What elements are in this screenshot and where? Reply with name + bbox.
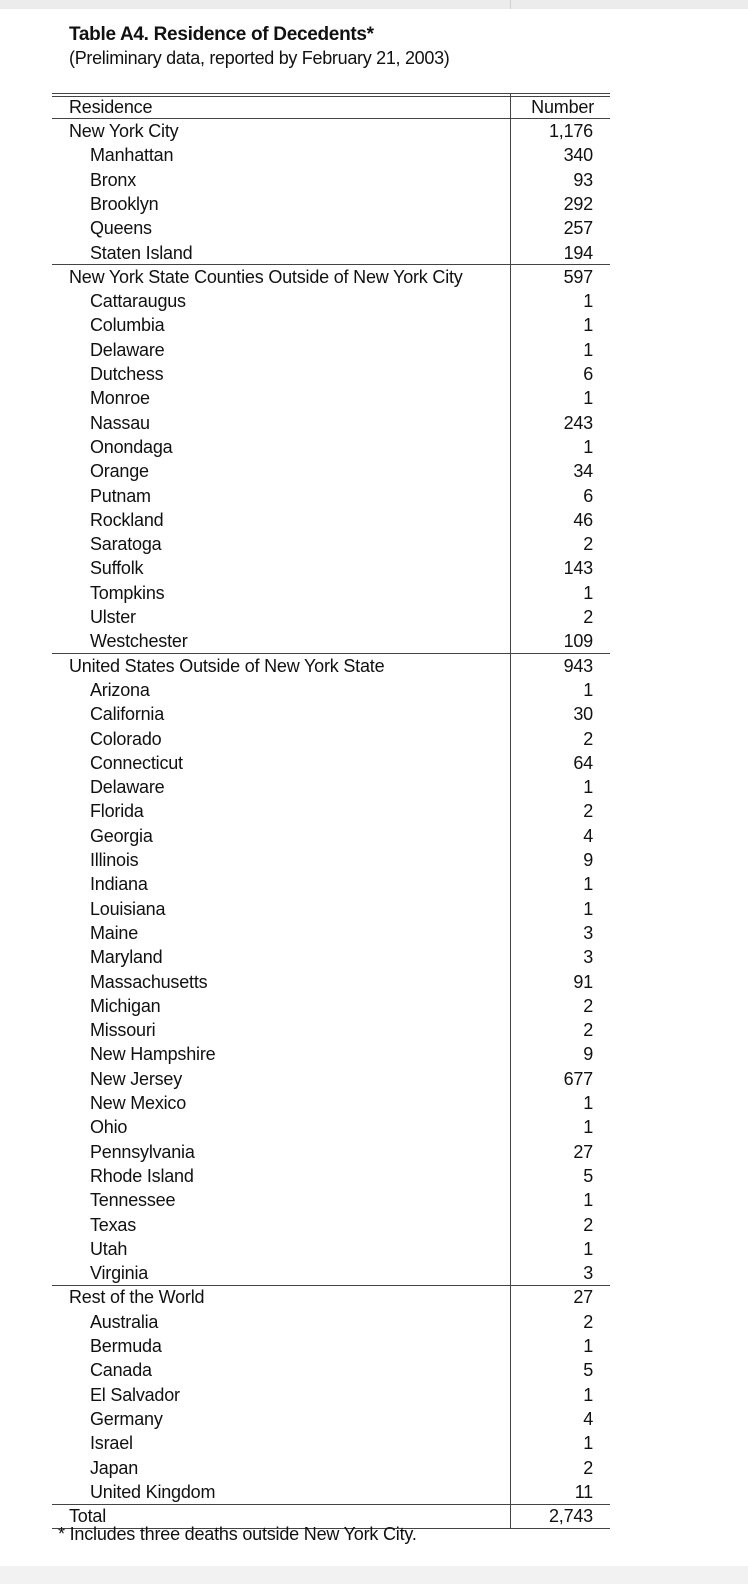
decedent-count: 91 xyxy=(573,971,593,992)
decedent-count: 677 xyxy=(563,1068,593,1089)
table-row xyxy=(52,678,610,702)
residence-label: Michigan xyxy=(90,995,161,1016)
residence-label: Louisiana xyxy=(90,898,166,919)
table-row xyxy=(52,1140,610,1164)
decedent-count: 9 xyxy=(583,1044,593,1065)
table-row xyxy=(52,1018,610,1042)
column-divider xyxy=(510,93,511,1528)
residence-label: Saratoga xyxy=(90,534,162,555)
residence-label: New Jersey xyxy=(90,1068,183,1089)
table-row xyxy=(52,897,610,921)
residence-label: Maryland xyxy=(90,947,163,968)
decedent-count: 2 xyxy=(583,1020,593,1041)
residence-label: Tennessee xyxy=(90,1190,176,1211)
table-row xyxy=(52,921,610,945)
residence-label: Indiana xyxy=(90,874,148,895)
decedent-count: 27 xyxy=(573,1287,593,1308)
table-row xyxy=(52,192,610,216)
table-row xyxy=(52,508,610,532)
table-row xyxy=(52,313,610,337)
decedent-count: 6 xyxy=(583,485,593,506)
residence-label: Illinois xyxy=(90,850,139,870)
decedent-count: 143 xyxy=(563,558,593,579)
decedent-count: 3 xyxy=(583,922,593,943)
residence-label: Rhode Island xyxy=(90,1165,194,1186)
table-row xyxy=(52,241,610,265)
decedent-count: 9 xyxy=(583,850,593,870)
decedent-count: 2 xyxy=(583,607,593,627)
decedent-count: 1 xyxy=(583,388,593,409)
decedent-count: 1 xyxy=(583,874,593,895)
residence-label: United Kingdom xyxy=(90,1481,216,1502)
table-row xyxy=(52,702,610,726)
residence-label: Arizona xyxy=(90,679,150,700)
table-row xyxy=(52,1115,610,1139)
residence-label: Delaware xyxy=(90,777,165,798)
residence-label: New York State Counties Outside of New York City xyxy=(69,266,463,287)
table-row xyxy=(52,532,610,556)
residence-label: Nassau xyxy=(90,412,150,433)
decedent-count: 4 xyxy=(583,1408,593,1429)
decedent-count: 1 xyxy=(583,1117,593,1138)
table-row xyxy=(52,1042,610,1066)
decedent-count: 34 xyxy=(573,461,593,482)
decedent-count: 243 xyxy=(563,412,593,433)
table-subtitle: (Preliminary data, reported by February 21, 2003) xyxy=(69,48,450,68)
decedent-count: 27 xyxy=(573,1141,593,1162)
residence-label: New Mexico xyxy=(90,1093,187,1113)
residence-label: Manhattan xyxy=(90,145,174,166)
residence-label: Brooklyn xyxy=(90,193,159,214)
decedent-count: 1 xyxy=(583,1336,593,1356)
decedent-count: 4 xyxy=(583,825,593,846)
residence-label: Cattaraugus xyxy=(90,291,186,312)
decedent-count: 340 xyxy=(563,145,593,166)
decedent-count: 1 xyxy=(583,291,593,312)
decedent-count: 597 xyxy=(563,266,593,287)
residence-label: El Salvador xyxy=(90,1384,180,1405)
table-group-row xyxy=(52,1285,610,1309)
decedent-count: 194 xyxy=(563,242,593,263)
table-row xyxy=(52,872,610,896)
decedent-count: 2 xyxy=(583,1457,593,1478)
decedent-count: 2,743 xyxy=(548,1506,593,1527)
footnote: * Includes three deaths outside New York City. xyxy=(58,1524,417,1544)
section-rule xyxy=(52,653,610,654)
table-row xyxy=(52,1261,610,1285)
column-header-number: Number xyxy=(531,97,594,117)
table-header-row xyxy=(52,95,610,119)
table-row xyxy=(52,362,610,386)
decedent-count: 943 xyxy=(563,655,593,676)
decedent-count: 64 xyxy=(573,752,593,773)
decedent-count: 1 xyxy=(583,1238,593,1259)
table-row xyxy=(52,1237,610,1261)
table-row xyxy=(52,435,610,459)
table-row xyxy=(52,1334,610,1358)
table-row xyxy=(52,581,610,605)
residence-label: Ulster xyxy=(90,607,136,627)
table-row xyxy=(52,289,610,313)
decedent-count: 1,176 xyxy=(548,121,593,141)
residence-label: Maine xyxy=(90,922,139,943)
table-row xyxy=(52,556,610,580)
table-row xyxy=(52,143,610,167)
residence-label: New York City xyxy=(69,121,179,141)
residence-label: Dutchess xyxy=(90,364,164,384)
decedent-count: 2 xyxy=(583,995,593,1016)
decedent-count: 257 xyxy=(563,218,593,239)
table-row xyxy=(52,848,610,872)
residence-label: Utah xyxy=(90,1238,128,1259)
decedent-count: 1 xyxy=(583,1433,593,1454)
decedent-count: 1 xyxy=(583,1190,593,1211)
section-rule xyxy=(52,1285,610,1286)
residence-label: Missouri xyxy=(90,1020,156,1041)
residence-label: Rockland xyxy=(90,509,164,530)
residence-label: Rest of the World xyxy=(69,1287,205,1308)
table-row xyxy=(52,775,610,799)
decedent-count: 1 xyxy=(583,436,593,457)
top-rule xyxy=(52,93,610,94)
decedent-count: 2 xyxy=(583,728,593,749)
table-row xyxy=(52,945,610,969)
residence-label: Canada xyxy=(90,1360,152,1381)
decedent-count: 3 xyxy=(583,947,593,968)
section-rule xyxy=(52,118,610,119)
decedent-count: 2 xyxy=(583,1311,593,1332)
decedent-count: 1 xyxy=(583,777,593,798)
residence-label: Onondaga xyxy=(90,436,173,457)
residence-label: Staten Island xyxy=(90,242,193,263)
decedent-count: 30 xyxy=(573,704,593,725)
table-row xyxy=(52,727,610,751)
table-group-row xyxy=(52,119,610,143)
section-rule xyxy=(52,1504,610,1505)
residence-label: Orange xyxy=(90,461,149,482)
residence-label: Pennsylvania xyxy=(90,1141,195,1162)
residence-label: Virginia xyxy=(90,1263,149,1284)
section-rule xyxy=(52,264,610,265)
residence-label: Bermuda xyxy=(90,1336,162,1356)
table-row xyxy=(52,1164,610,1188)
residence-label: Germany xyxy=(90,1408,163,1429)
table-row xyxy=(52,1310,610,1334)
residence-label: Suffolk xyxy=(90,558,144,579)
table-row xyxy=(52,629,610,653)
decedent-count: 1 xyxy=(583,898,593,919)
decedent-count: 2 xyxy=(583,534,593,555)
table-row xyxy=(52,994,610,1018)
decedent-count: 1 xyxy=(583,1093,593,1113)
decedent-count: 1 xyxy=(583,339,593,360)
table-group-row xyxy=(52,265,610,289)
table-row xyxy=(52,799,610,823)
top-strip-divider xyxy=(510,0,511,9)
decedent-count: 1 xyxy=(583,582,593,603)
table-row xyxy=(52,1407,610,1431)
residence-label: Connecticut xyxy=(90,752,183,773)
residence-label: Georgia xyxy=(90,825,153,846)
residence-label: California xyxy=(90,704,165,725)
window-top-strip xyxy=(0,0,748,9)
table-row xyxy=(52,1431,610,1455)
table-row xyxy=(52,1067,610,1091)
table-row xyxy=(52,459,610,483)
decedent-count: 5 xyxy=(583,1165,593,1186)
table-group-row xyxy=(52,654,610,678)
table-row xyxy=(52,484,610,508)
residence-label: Total xyxy=(69,1506,107,1527)
residence-label: Westchester xyxy=(90,631,188,652)
table-row xyxy=(52,1358,610,1382)
decedent-count: 1 xyxy=(583,315,593,336)
table-row xyxy=(52,1480,610,1504)
residence-label: New Hampshire xyxy=(90,1044,216,1065)
residence-label: Putnam xyxy=(90,485,151,506)
decedent-count: 1 xyxy=(583,679,593,700)
residence-label: Delaware xyxy=(90,339,165,360)
window-bottom-strip xyxy=(0,1566,748,1584)
table-row xyxy=(52,1091,610,1115)
residence-label: Texas xyxy=(90,1214,137,1235)
table-row xyxy=(52,1456,610,1480)
residence-label: Florida xyxy=(90,801,144,822)
decedent-count: 2 xyxy=(583,1214,593,1235)
table-row xyxy=(52,751,610,775)
decedent-count: 11 xyxy=(574,1481,593,1502)
decedent-count: 6 xyxy=(583,364,593,384)
decedent-count: 3 xyxy=(583,1263,593,1284)
residence-label: Israel xyxy=(90,1433,133,1454)
table-row xyxy=(52,824,610,848)
table-row xyxy=(52,411,610,435)
residence-label: Tompkins xyxy=(90,582,165,603)
decedent-count: 292 xyxy=(563,193,593,214)
column-header-residence: Residence xyxy=(69,97,153,117)
residence-label: United States Outside of New York State xyxy=(69,655,385,676)
decedent-count: 109 xyxy=(563,631,593,652)
table-row xyxy=(52,605,610,629)
table-row xyxy=(52,1188,610,1212)
table-row xyxy=(52,1383,610,1407)
table-row xyxy=(52,1213,610,1237)
residence-label: Massachusetts xyxy=(90,971,208,992)
residence-label: Ohio xyxy=(90,1117,128,1138)
decedent-count: 93 xyxy=(573,169,593,190)
residence-label: Bronx xyxy=(90,169,137,190)
table-row xyxy=(52,338,610,362)
decedent-count: 5 xyxy=(583,1360,593,1381)
table-row xyxy=(52,970,610,994)
table-row xyxy=(52,386,610,410)
residence-label: Queens xyxy=(90,218,152,239)
decedent-count: 46 xyxy=(573,509,593,530)
table-row xyxy=(52,168,610,192)
table-row xyxy=(52,216,610,240)
residence-label: Monroe xyxy=(90,388,150,409)
residence-label: Japan xyxy=(90,1457,139,1478)
decedent-count: 1 xyxy=(583,1384,593,1405)
residence-label: Columbia xyxy=(90,315,165,336)
residence-label: Australia xyxy=(90,1311,159,1332)
decedent-count: 2 xyxy=(583,801,593,822)
residence-label: Colorado xyxy=(90,728,162,749)
table-title: Table A4. Residence of Decedents* xyxy=(69,24,374,45)
